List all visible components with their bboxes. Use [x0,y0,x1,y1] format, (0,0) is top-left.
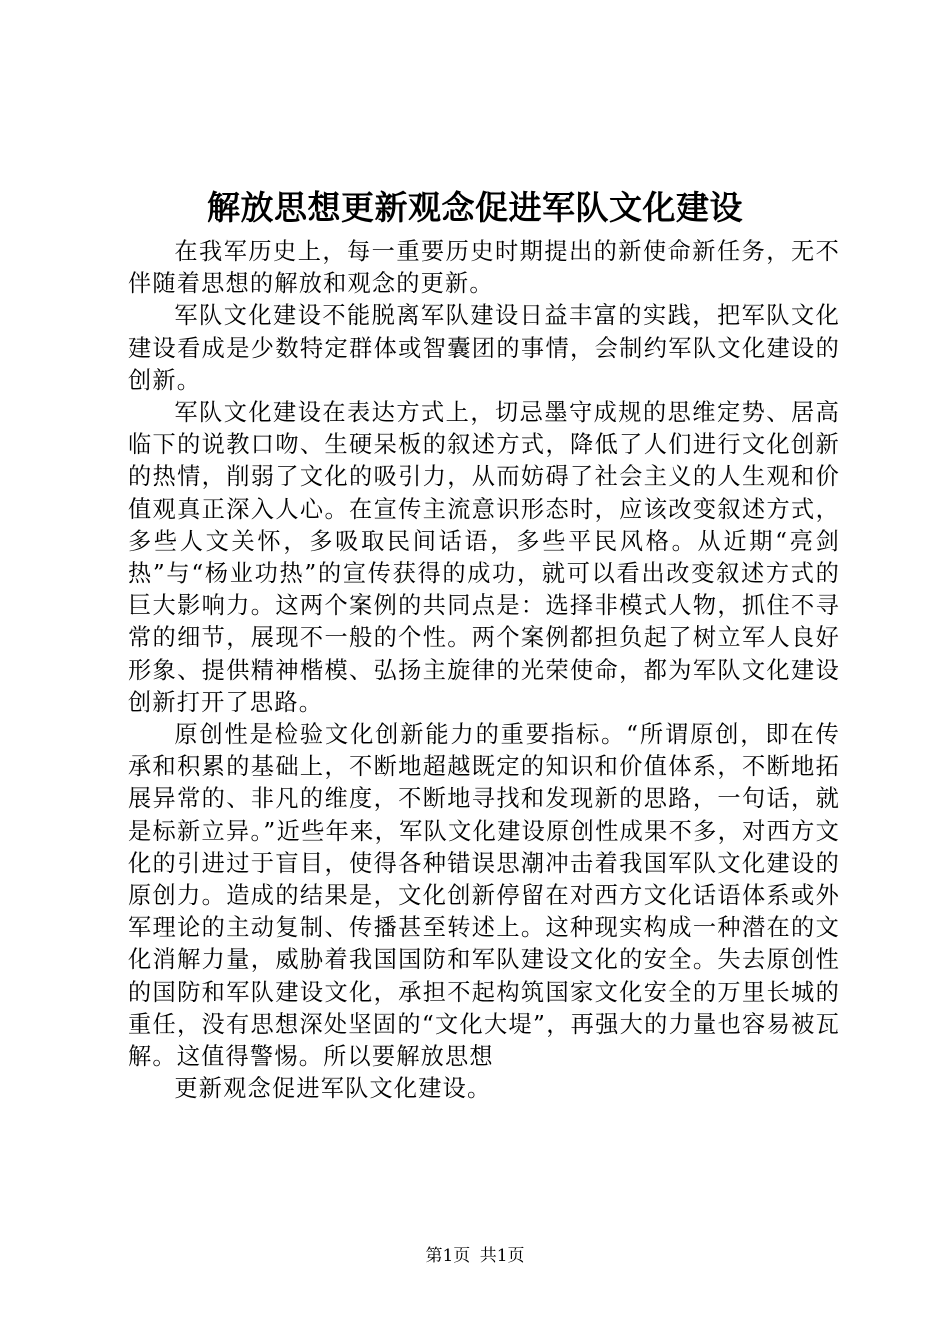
page-footer [0,1244,950,1268]
page-number: 第1页 [425,1246,471,1266]
paragraph-5: 更新观念促进军队文化建设。 [174,1075,492,1103]
paragraph-1: 在我军历史上，每一重要历史时期提出的新使命新任务，无不伴随着思想的解放和观念的更新。 [128,238,840,298]
document-body [128,236,840,1105]
document-title: 解放思想更新观念促进军队文化建设 [207,188,743,227]
page-total: 共1页 [479,1246,525,1266]
paragraph-3: 军队文化建设在表达方式上，切忌墨守成规的思维定势、居高临下的说教口吻、生硬呆板的叙述方式，降低了人们进行文化创新的热情，削弱了文化的吸引力，从而妨碍了社会主义的人生观和价值观真正深入人心。在宣传主流意识形态时，应该改变叙述方式，多些人文关怀，多吸取民间话语，多些平民风格。从近期“亮剑热”与“杨业功热”的宣传获得的成功，就可以看出改变叙述方式的巨大影响力。这两个案例的共同点是：选择非模式人物，抓住不寻常的细节，展现不一般的个性。两个案例都担负起了树立军人良好形象、提供精神楷模、弘扬主旋律的光荣使命，都为军队文化建设创新打开了思路。 [128,399,840,716]
paragraph-2: 军队文化建设不能脱离军队建设日益丰富的实践，把军队文化建设看成是少数特定群体或智囊团的事情，会制约军队文化建设的创新。 [128,302,840,394]
paragraph-4: 原创性是检验文化创新能力的重要指标。“所谓原创，即在传承和积累的基础上，不断地超越既定的知识和价值体系，不断地拓展异常的、非凡的维度，不断地寻找和发现新的思路，一句话，就是标新立异。”近些年来，军队文化建设原创性成果不多，对西方文化的引进过于盲目，使得各种错误思潮冲击着我国军队文化建设的原创力。造成的结果是，文化创新停留在对西方文化话语体系或外军理论的主动复制、传播甚至转述上。这种现实构成一种潜在的文化消解力量，威胁着我国国防和军队建设文化的安全。失去原创性的国防和军队建设文化，承担不起构筑国家文化安全的万里长城的重任，没有思想深处坚固的“文化大堤”，再强大的力量也容易被瓦解。这值得警惕。所以要解放思想 [128,721,840,1071]
